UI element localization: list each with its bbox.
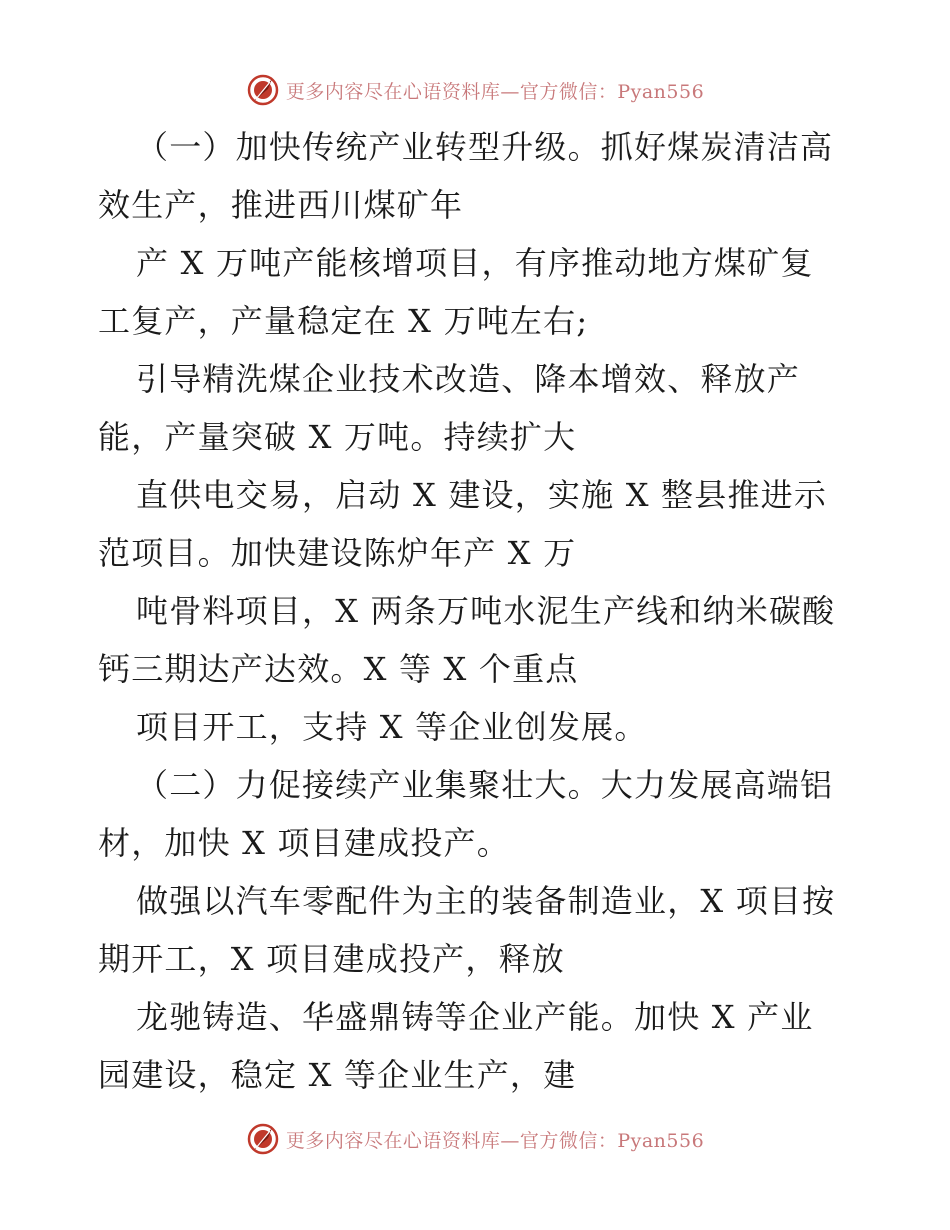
text-line: 龙驰铸造、华盛鼎铸等企业产能。加快 X 产业: [136, 998, 814, 1036]
header-watermark-banner: [0, 72, 950, 108]
text-line: 园建设，稳定 X 等企业生产，建: [98, 1056, 577, 1094]
text-line: 范项目。加快建设陈炉年产 X 万: [98, 534, 577, 572]
watermark-text: 更多内容尽在心语资料库—官方微信：Pyan556: [285, 80, 705, 103]
footer-watermark-banner: [0, 1121, 950, 1157]
text-line: 工复产，产量稳定在 X 万吨左右;: [98, 302, 589, 340]
text-line: 效生产，推进西川煤矿年: [98, 186, 464, 224]
watermark-text: 更多内容尽在心语资料库—官方微信：Pyan556: [285, 1129, 705, 1152]
text-line: 产 X 万吨产能核增项目，有序推动地方煤矿复: [136, 244, 814, 282]
feather-pen-seal-icon: [246, 73, 280, 107]
text-line: 能，产量突破 X 万吨。持续扩大: [98, 418, 577, 456]
text-line: （二）力促接续产业集聚壮大。大力发展高端铝: [136, 766, 834, 804]
text-line: 材，加快 X 项目建成投产。: [98, 824, 510, 862]
text-line: 做强以汽车零配件为主的装备制造业，X 项目按: [136, 882, 836, 920]
text-line: 吨骨料项目，X 两条万吨水泥生产线和纳米碳酸: [136, 592, 836, 630]
text-line: 项目开工，支持 X 等企业创发展。: [136, 708, 648, 746]
text-line: 期开工，X 项目建成投产，释放: [98, 940, 565, 978]
text-line: 引导精洗煤企业技术改造、降本增效、释放产: [136, 360, 801, 398]
text-line: （一）加快传统产业转型升级。抓好煤炭清洁高: [136, 128, 834, 166]
text-line: 直供电交易，启动 X 建设，实施 X 整县推进示: [136, 476, 828, 514]
text-line: 钙三期达产达效。X 等 X 个重点: [98, 650, 579, 688]
feather-pen-seal-icon: [246, 1122, 280, 1156]
